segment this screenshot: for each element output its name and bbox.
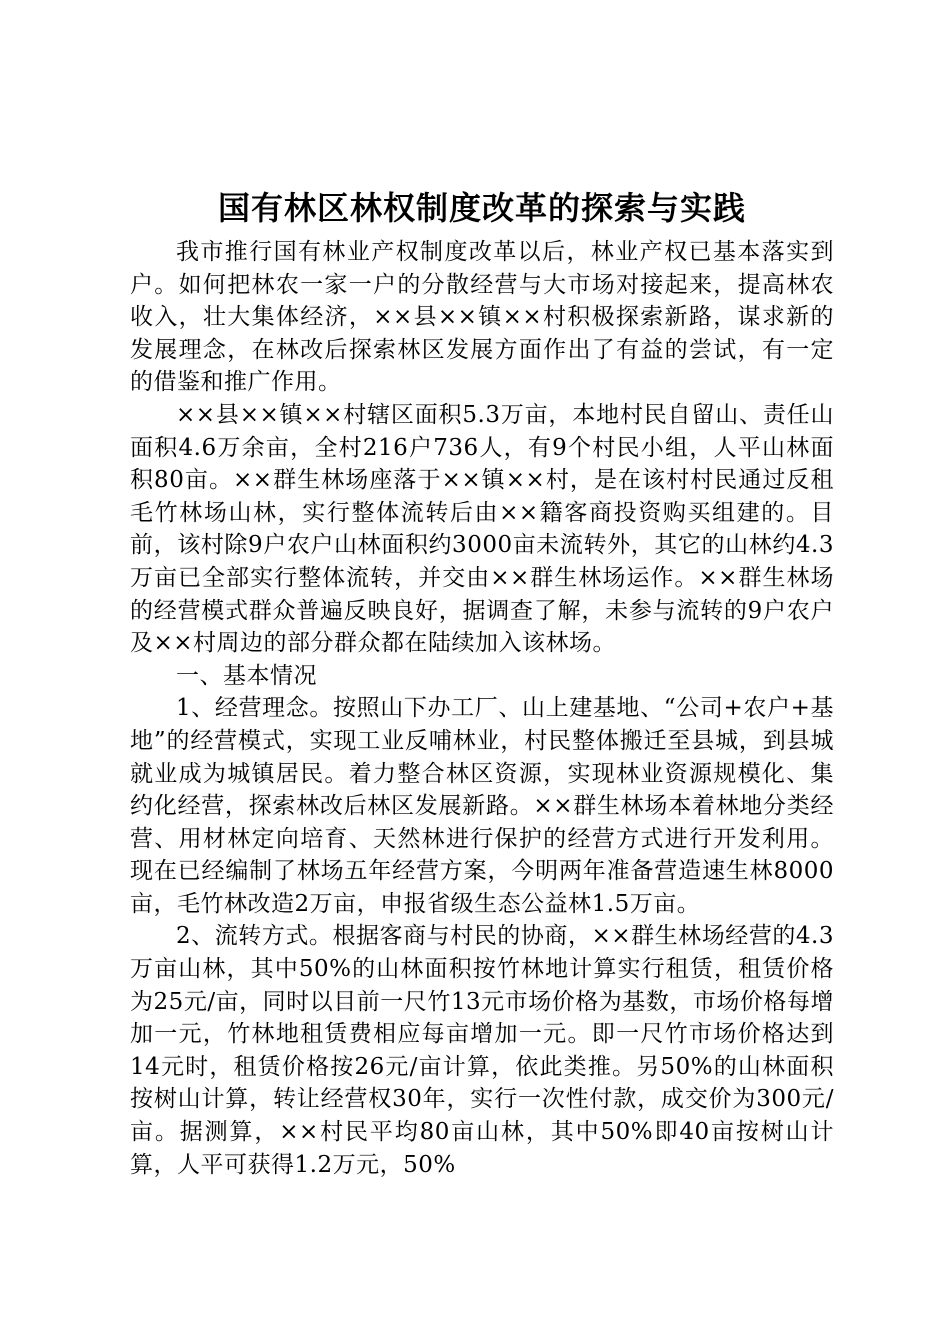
paragraph-village-overview: ××县××镇××村辖区面积5.3万亩，本地村民自留山、责任山面积4.6万余亩，全村216户736人，有9个村民小组，人平山林面积80亩。××群生林场座落于××镇××村，是在该村村民通过反租毛竹林场山林，实行整体流转后由××籍客商投资购买组建的。目前，该村除9户农户山林面积约3000亩未流转外，其它的山林约4.3万亩已全部实行整体流转，并交由××群生林场运作。××群生林场的经营模式群众普遍反映良好，据调查了解，未参与流转的9户农户及××村周边的部分群众都在陆续加入该林场。 <box>130 401 834 657</box>
paragraph-transfer-method: 2、流转方式。根据客商与村民的协商，××群生林场经营的4.3万亩山林，其中50%的山林面积按竹林地计算实行租赁，租赁价格为25元/亩，同时以目前一尺竹13元市场价格为基数，市场价格每增加一元，竹林地租赁费相应每亩增加一元。即一尺竹市场价格达到14元时，租赁价格按26元/亩计算，依此类推。另50%的山林面积按树山计算，转让经营权30年，实行一次性付款，成交价为300元/亩。据测算，××村民平均80亩山林，其中50%即40亩按树山计算，人平可获得1.2万元，50% <box>130 923 834 1178</box>
document-title: 国有林区林权制度改革的探索与实践 <box>217 189 746 227</box>
document-page <box>130 186 834 1181</box>
paragraph-intro: 我市推行国有林业产权制度改革以后，林业产权已基本落实到户。如何把林农一家一户的分散经营与大市场对接起来，提高林农收入，壮大集体经济，××县××镇××村积极探索新路，谋求新的发展理念，在林改后探索林区发展方面作出了有益的尝试，有一定的借鉴和推广作用。 <box>130 239 834 396</box>
section-heading-basic-situation: 一、基本情况 <box>176 662 317 689</box>
paragraph-business-concept: 1、经营理念。按照山下办工厂、山上建基地、“公司+农户+基地”的经营模式，实现工业反哺林业，村民整体搬迁至县城，到县城就业成为城镇居民。着力整合林区资源，实现林业资源规模化、集约化经营，探索林改后林区发展新路。××群生林场本着林地分类经营、用材林定向培育、天然林进行保护的经营方式进行开发利用。现在已经编制了林场五年经营方案，今明两年准备营造速生林8000亩，毛竹林改造2万亩，申报省级生态公益林1.5万亩。 <box>130 695 834 917</box>
